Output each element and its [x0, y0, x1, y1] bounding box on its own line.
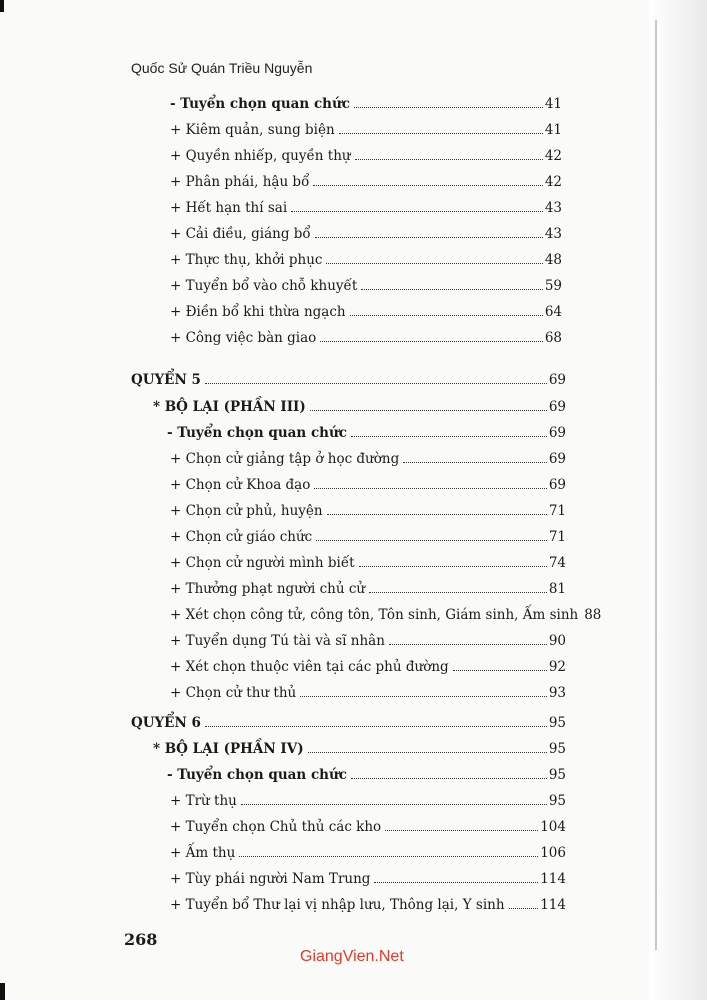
toc-entry-title: + Chọn cử giảng tập ở học đường — [170, 451, 400, 467]
toc-entry — [170, 579, 566, 599]
toc-entry-title: * BỘ LẠI (PHẦN III) — [153, 399, 306, 415]
toc-entry — [167, 423, 566, 443]
toc-entry-page: 95 — [548, 793, 566, 809]
toc-entry-title: + Tuyển bổ vào chỗ khuyết — [170, 278, 358, 294]
toc-entry-page: 81 — [548, 581, 566, 597]
toc-entry-page: 90 — [548, 633, 566, 649]
toc-entry-page: 43 — [544, 200, 562, 216]
toc-entry-title: + Phân phái, hậu bổ — [170, 174, 310, 190]
toc-entry-title: * BỘ LẠI (PHẦN IV) — [153, 741, 304, 757]
toc-entry-page: 69 — [548, 477, 566, 493]
watermark: GiangVien.Net — [300, 948, 404, 965]
toc-dot-leader — [351, 777, 547, 779]
toc-entry — [170, 276, 562, 296]
toc-entry-title: + Tuyển dụng Tú tài và sĩ nhân — [170, 633, 385, 649]
toc-entry-page: 104 — [540, 819, 566, 835]
toc-dot-leader — [316, 539, 547, 541]
toc-entry — [170, 843, 566, 863]
toc-volume-entry — [131, 370, 566, 390]
toc-entry-page: 95 — [548, 715, 566, 731]
toc-entry-page: 95 — [548, 767, 566, 783]
toc-entry — [170, 527, 566, 547]
toc-entry-page: 114 — [540, 871, 566, 887]
toc-dot-leader — [374, 881, 538, 883]
toc-entry — [170, 817, 566, 837]
toc-dot-leader — [351, 435, 547, 437]
toc-entry — [153, 397, 566, 417]
toc-dot-leader — [359, 565, 547, 567]
toc-dot-leader — [310, 409, 547, 411]
toc-dot-leader — [509, 907, 539, 909]
toc-entry — [170, 895, 566, 915]
toc-entry-title: + Hết hạn thí sai — [170, 200, 288, 216]
toc-dot-leader — [313, 184, 542, 186]
toc-entry — [170, 146, 562, 166]
toc-entry-title: + Xét chọn công tử, công tôn, Tôn sinh, Giám sinh, Ấm sinh — [170, 607, 579, 623]
toc-entry-page: 95 — [548, 741, 566, 757]
toc-entry-page: 69 — [548, 372, 566, 388]
toc-entry-title: + Điền bổ khi thừa ngạch — [170, 304, 346, 320]
toc-entry-page: 41 — [544, 96, 562, 112]
toc-entry-title: + Trừ thụ — [170, 793, 237, 809]
toc-dot-leader — [205, 725, 547, 727]
toc-entry-title: + Quyền nhiếp, quyền thự — [170, 148, 351, 164]
toc-dot-leader — [354, 106, 543, 108]
running-header: Quốc Sử Quán Triều Nguyễn — [131, 60, 313, 76]
toc-entry — [170, 449, 566, 469]
toc-dot-leader — [389, 643, 547, 645]
toc-entry-title: + Ấm thụ — [170, 845, 236, 861]
toc-entry — [170, 501, 566, 521]
toc-dot-leader — [327, 513, 547, 515]
toc-entry-page: 48 — [544, 252, 562, 268]
toc-dot-leader — [326, 262, 542, 264]
toc-dot-leader — [300, 695, 547, 697]
toc-entry-title: + Tùy phái người Nam Trung — [170, 871, 371, 887]
toc-entry — [153, 739, 566, 759]
toc-entry-page: 43 — [544, 226, 562, 242]
toc-entry-title: + Chọn cử giáo chức — [170, 529, 313, 545]
toc-entry-title: + Chọn cử Khoa đạo — [170, 477, 311, 493]
toc-dot-leader — [291, 210, 543, 212]
toc-entry — [170, 172, 562, 192]
toc-entry — [170, 553, 566, 573]
toc-dot-leader — [350, 314, 543, 316]
toc-entry-page: 106 — [540, 845, 566, 861]
toc-entry-title: + Chọn cử thư thủ — [170, 685, 297, 701]
toc-dot-leader — [308, 751, 547, 753]
toc-dot-leader — [355, 158, 543, 160]
toc-entry-page: 68 — [544, 330, 562, 346]
toc-entry — [170, 328, 562, 348]
toc-dot-leader — [314, 487, 546, 489]
toc-entry — [170, 605, 602, 625]
toc-entry-title: - Tuyển chọn quan chức — [167, 767, 348, 783]
toc-dot-leader — [320, 340, 543, 342]
toc-entry-page: 41 — [544, 122, 562, 138]
toc-entry — [170, 224, 562, 244]
toc-entry-page: 71 — [548, 529, 566, 545]
toc-entry-page: 92 — [548, 659, 566, 675]
toc-entry-page: 93 — [548, 685, 566, 701]
toc-dot-leader — [315, 236, 543, 238]
page-number: 268 — [124, 930, 158, 949]
toc-entry-page: 71 — [548, 503, 566, 519]
toc-entry-title: + Tuyển bổ Thư lại vị nhập lưu, Thông lại, Y sinh — [170, 897, 505, 913]
toc-entry — [170, 475, 566, 495]
toc-dot-leader — [239, 855, 538, 857]
toc-entry — [170, 791, 566, 811]
toc-dot-leader — [385, 829, 538, 831]
toc-entry-title: + Thực thụ, khởi phục — [170, 252, 323, 268]
toc-entry-page: 69 — [548, 425, 566, 441]
toc-entry — [170, 683, 566, 703]
toc-entry-title: + Chọn cử người mình biết — [170, 555, 355, 571]
toc-entry-page: 42 — [544, 174, 562, 190]
toc-entry-title: + Tuyển chọn Chủ thủ các kho — [170, 819, 382, 835]
toc-dot-leader — [361, 288, 543, 290]
toc-dot-leader — [241, 803, 547, 805]
toc-entry-title: QUYỂN 5 — [131, 372, 201, 388]
toc-entry — [170, 869, 566, 889]
toc-entry-title: + Công việc bàn giao — [170, 330, 317, 346]
toc-entry — [170, 250, 562, 270]
toc-entry-title: + Cải điều, giáng bổ — [170, 226, 311, 242]
toc-entry-title: + Xét chọn thuộc viên tại các phủ đường — [170, 659, 449, 675]
toc-entry-title: - Tuyển chọn quan chức — [170, 96, 351, 112]
toc-dot-leader — [339, 132, 543, 134]
toc-volume-entry — [131, 713, 566, 733]
toc-entry — [170, 657, 566, 677]
toc-entry — [167, 765, 566, 785]
toc-entry-page: 69 — [548, 399, 566, 415]
toc-entry-page: 74 — [548, 555, 566, 571]
toc-entry-page: 88 — [584, 607, 602, 623]
toc-entry-title: QUYỂN 6 — [131, 715, 201, 731]
toc-entry — [170, 120, 562, 140]
toc-entry — [170, 94, 562, 114]
toc-entry-title: - Tuyển chọn quan chức — [167, 425, 348, 441]
toc-dot-leader — [403, 461, 547, 463]
toc-entry — [170, 198, 562, 218]
toc-entry-title: + Chọn cử phủ, huyện — [170, 503, 323, 519]
toc-entry-page: 69 — [548, 451, 566, 467]
toc-entry-page: 59 — [544, 278, 562, 294]
toc-dot-leader — [453, 669, 547, 671]
toc-entry-page: 64 — [544, 304, 562, 320]
toc-entry — [170, 631, 566, 651]
toc-entry — [170, 302, 562, 322]
toc-entry-page: 42 — [544, 148, 562, 164]
toc-entry-page: 114 — [540, 897, 566, 913]
toc-dot-leader — [205, 382, 547, 384]
toc-dot-leader — [369, 591, 547, 593]
toc-entry-title: + Kiêm quản, sung biện — [170, 122, 335, 138]
toc-entry-title: + Thưởng phạt người chủ cử — [170, 581, 366, 597]
